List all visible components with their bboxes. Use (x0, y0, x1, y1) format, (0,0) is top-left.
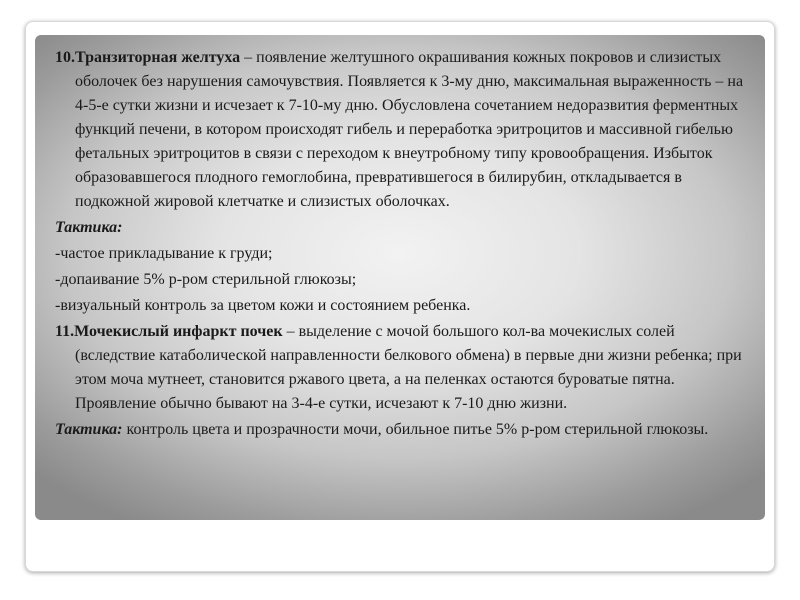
tactics-10-line-2: -допаивание 5% р-ром стерильной глюкозы; (55, 271, 357, 288)
tactics-10-label: Тактика: (55, 219, 123, 236)
slide-bottom-area (35, 520, 765, 566)
item-10-paragraph (55, 46, 755, 214)
item-11-number: 11. (55, 323, 75, 340)
item-11-paragraph (55, 320, 755, 416)
tactics-11-paragraph (55, 418, 755, 442)
item-10-number: 10. (55, 49, 75, 66)
item-10-text: – появление желтушного окрашивания кожных покровов и слизистых оболочек без нарушения самочувствия. Появляется к 3-му дню, максимальная выраженность – на 4-5-е сутки жизни и исчезает к 7-10-му дню. Обусловлена сочетанием недоразвития ферментных функций печени, в котором происходят гибель и переработка эритроцитов и массивной гибелью фетальных эритроцитов в связи с переходом к внеутробному типу кровообращения. Избыток образовавшегося плодного гемоглобина, превратившегося в билирубин, откладывается в подкожной жировой клетчатке и слизистых оболочках. (75, 49, 744, 210)
tactics-11-label: Тактика: (55, 421, 123, 438)
slide-text-body (55, 46, 755, 444)
tactics-10-line-3: -визуальный контроль за цветом кожи и состоянием ребенка. (55, 297, 471, 314)
item-10-term: Транзиторная желтуха (75, 49, 241, 66)
tactics-10-heading (55, 216, 755, 240)
item-11-text: – выделение с мочой большого кол-ва мочекислых солей (вследствие катаболической направленности белкового обмена) в первые дни жизни ребенка; при этом моча мутнеет, становится ржавого цвета, а на пеленках остаются буроватые пятна. Проявление обычно бывают на 3-4-е сутки, исчезают к 7-10 дню жизни. (75, 323, 742, 412)
tactics-11-text: контроль цвета и прозрачности мочи, обильное питье 5% р-ром стерильной глюкозы. (122, 421, 709, 438)
item-11-term: Мочекислый инфаркт почек (74, 323, 283, 340)
tactics-10-line-1: -частое прикладывание к груди; (55, 245, 273, 262)
content-panel (35, 35, 765, 520)
